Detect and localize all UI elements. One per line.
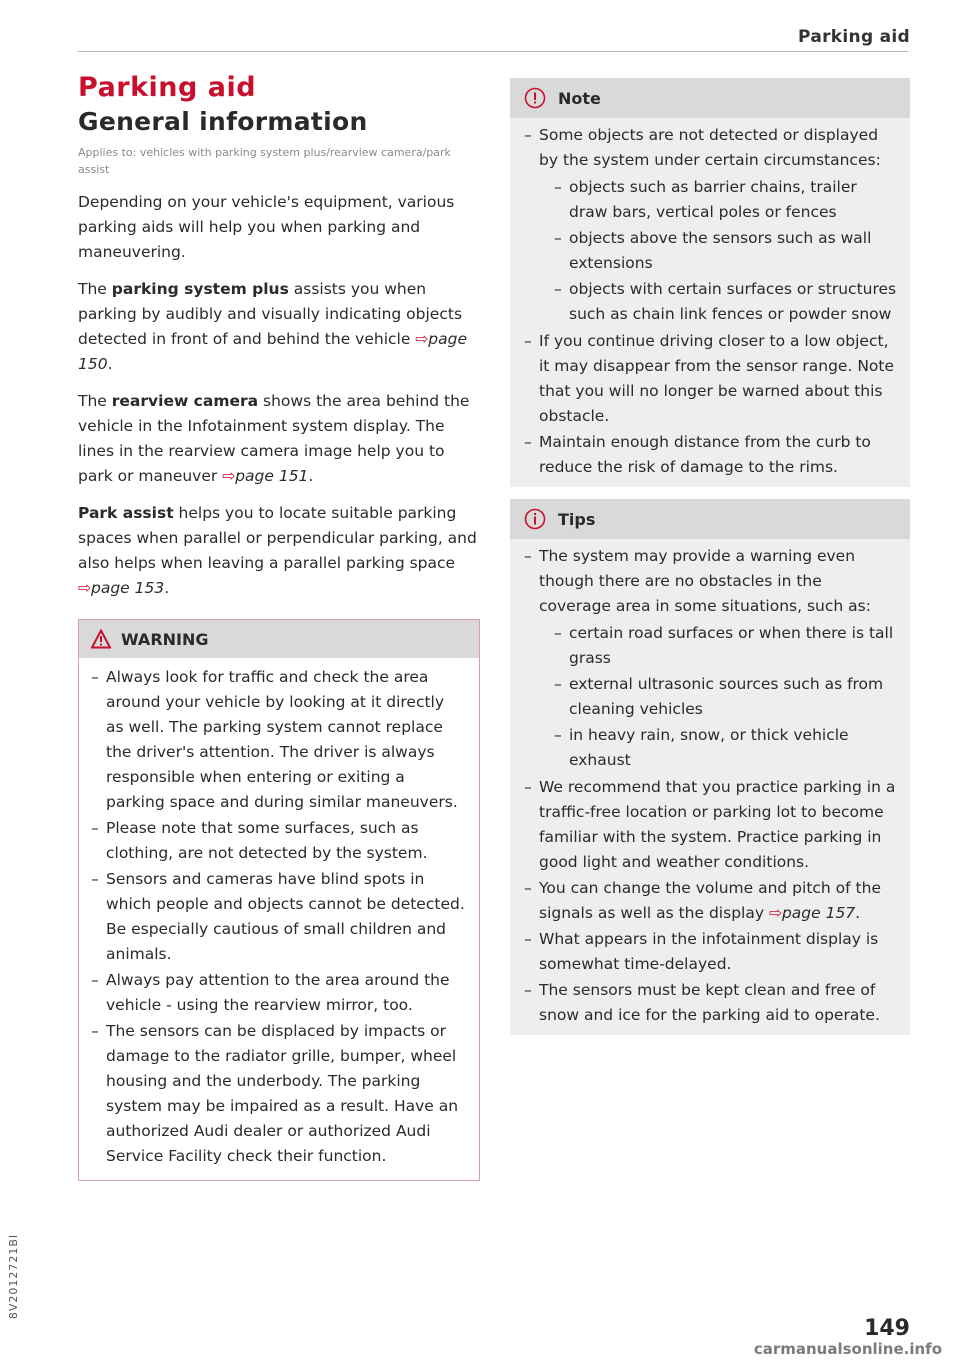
subsection-title: General information — [78, 107, 368, 136]
list-item — [524, 876, 898, 926]
right-column — [510, 78, 910, 1035]
list-item: – Always pay attention to the area around the vehicle - using the rearview mirror, too. — [91, 968, 465, 1018]
text: Some objects are not detected or displayed by the system under certain circumstances: — [539, 126, 881, 169]
paragraph-rearview-camera — [78, 389, 480, 489]
applies-to-note: Applies to: vehicles with parking system plus/rearview camera/park assist — [78, 146, 451, 176]
arrow-right-icon: ⇨ — [222, 467, 236, 485]
note-title: Note — [558, 88, 601, 108]
list-item: – The sensors must be kept clean and free of snow and ice for the parking aid to operate. — [524, 978, 898, 1028]
document-code — [7, 1210, 46, 1360]
arrow-right-icon: ⇨ — [78, 579, 91, 597]
text: . — [107, 355, 113, 373]
text: assists you when parking by audibly and visually indicating objects detected in front of and behind the vehicle — [78, 280, 463, 348]
list-item: – Always look for traffic and check the area around your vehicle by looking at it directly as well. The parking system cannot replace the driver's attention. The driver is always responsible when entering or exiting a parking space and during similar maneuvers. — [91, 665, 465, 815]
list-item: – objects above the sensors such as wall extensions — [554, 226, 898, 276]
tips-list — [524, 544, 898, 1028]
warning-header — [79, 620, 479, 658]
warning-triangle-icon — [91, 629, 111, 649]
note-list — [524, 123, 898, 480]
note-box — [510, 78, 910, 487]
list-item — [524, 544, 898, 773]
note-header — [510, 78, 910, 118]
warning-box — [78, 619, 480, 1181]
arrow-right-icon: ⇨ — [768, 904, 782, 922]
page-ref-link[interactable]: page 150 — [78, 330, 468, 373]
header-rule — [78, 51, 908, 52]
arrow-right-icon: ⇨ — [415, 330, 429, 348]
term-rearview-camera: rearview camera — [111, 392, 259, 410]
text: shows the area behind the vehicle in the Infotainment system display. The lines in the rearview camera image help you to park or maneuver — [78, 392, 470, 485]
text: . — [855, 904, 861, 922]
info-circle-icon — [524, 508, 546, 530]
text: The system may provide a warning even though there are no obstacles in the coverage area in some situations, such as: — [539, 547, 871, 615]
document-code-text: 8V2012721BI — [7, 1233, 21, 1320]
watermark: carmanualsonline.info — [753, 1340, 942, 1358]
left-column — [78, 72, 480, 1181]
list-item: – Maintain enough distance from the curb to reduce the risk of damage to the rims. — [524, 430, 898, 480]
list-item: – external ultrasonic sources such as from cleaning vehicles — [554, 672, 898, 722]
list-item: – The sensors can be displaced by impacts or damage to the radiator grille, bumper, wheel housing and the underbody. The parking system may be impaired as a result. Have an authorized Audi dealer or authorized Audi Service Facility check their function. — [91, 1019, 465, 1169]
page-number: 149 — [864, 1316, 910, 1341]
list-item: – Sensors and cameras have blind spots in which people and objects cannot be detected. Be especially cautious of small children and animals. — [91, 867, 465, 967]
term-parking-system-plus: parking system plus — [111, 280, 289, 298]
list-item: – We recommend that you practice parking in a traffic-free location or parking lot to become familiar with the system. Practice parking in good light and weather conditions. — [524, 775, 898, 875]
text: You can change the volume and pitch of the signals as well as the display — [539, 879, 881, 922]
note-sublist — [554, 175, 898, 327]
text: . — [164, 579, 170, 597]
list-item: – certain road surfaces or when there is tall grass — [554, 621, 898, 671]
paragraph-intro: Depending on your vehicle's equipment, various parking aids will help you when parking and maneuvering. — [78, 193, 455, 261]
list-item: – What appears in the infotainment display is somewhat time-delayed. — [524, 927, 898, 977]
list-item: – Please note that some surfaces, such as clothing, are not detected by the system. — [91, 816, 465, 866]
list-item: – objects with certain surfaces or structures such as chain link fences or powder snow — [554, 277, 898, 327]
warning-list — [91, 665, 465, 1169]
text: The — [78, 392, 112, 410]
tips-box — [510, 499, 910, 1035]
exclamation-circle-icon — [524, 87, 546, 109]
tips-sublist — [554, 621, 898, 773]
list-item — [524, 123, 898, 327]
list-item: – objects such as barrier chains, trailer draw bars, vertical poles or fences — [554, 175, 898, 225]
tips-header — [510, 499, 910, 539]
text: helps you to locate suitable parking spaces when parallel or perpendicular parking, and also helps when leaving a parallel parking space — [78, 504, 477, 572]
running-title: Parking aid — [798, 27, 910, 47]
term-park-assist: Park assist — [78, 504, 174, 522]
section-title: Parking aid — [78, 72, 257, 103]
page-ref-link[interactable]: page 151 — [235, 467, 309, 485]
tips-title: Tips — [558, 509, 596, 529]
text: . — [308, 467, 314, 485]
page-ref-link[interactable]: page 157 — [781, 904, 856, 922]
tips-body — [510, 539, 910, 1035]
list-item: – in heavy rain, snow, or thick vehicle exhaust — [554, 723, 898, 773]
text: The — [78, 280, 112, 298]
warning-body — [79, 658, 479, 1180]
list-item: – If you continue driving closer to a low object, it may disappear from the sensor range. Note that you will no longer be warned about this obstacle. — [524, 329, 898, 429]
paragraph-park-assist — [78, 501, 480, 601]
paragraph-parking-system — [78, 277, 480, 377]
warning-title: WARNING — [121, 629, 209, 649]
page-ref-link[interactable]: page 153 — [91, 579, 165, 597]
note-body — [510, 118, 910, 487]
